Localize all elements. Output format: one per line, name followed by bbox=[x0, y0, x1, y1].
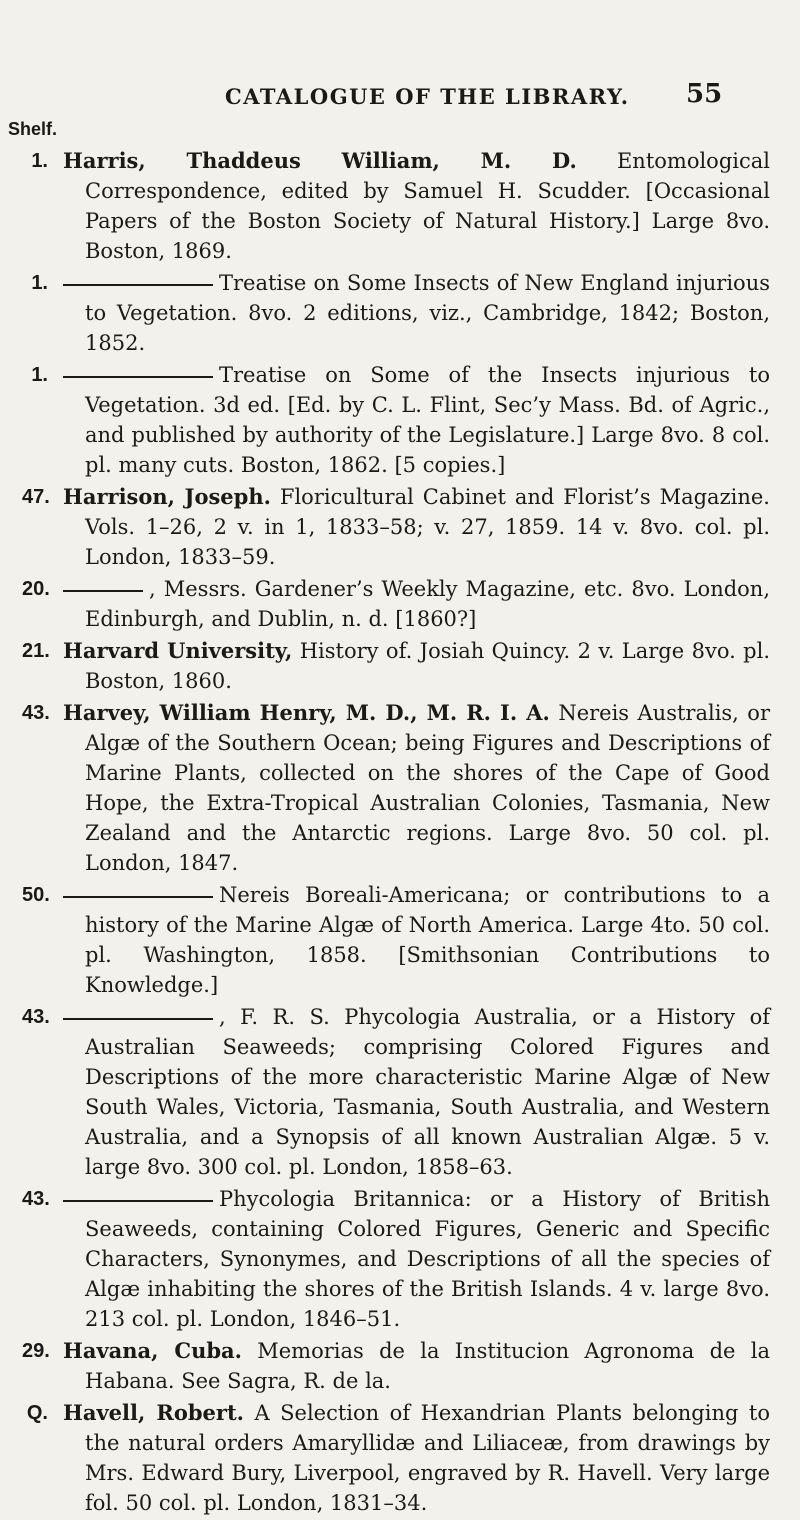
ditto-rule bbox=[63, 284, 213, 286]
catalogue-entry bbox=[0, 146, 800, 266]
catalogue-entry bbox=[0, 1398, 800, 1518]
shelf-number: 43. bbox=[22, 1006, 50, 1028]
shelf-number: 50. bbox=[22, 884, 50, 906]
entry-list bbox=[0, 146, 800, 1520]
ditto-rule bbox=[63, 590, 143, 592]
shelf-number: 1. bbox=[31, 150, 48, 172]
shelf-number: 47. bbox=[22, 486, 50, 508]
author-name: Harvard University, bbox=[63, 638, 293, 663]
shelf-number: 43. bbox=[22, 1188, 50, 1210]
ditto-rule bbox=[63, 376, 213, 378]
author-name: Havana, Cuba. bbox=[63, 1338, 242, 1363]
entry-text: Treatise on Some of the Insects injurious to Vegetation. 3d ed. [Ed. by C. L. Flint, Sec’y Mass. Bd. of Agric., and published by authority of the Legislature.] Large 8vo. 8 col. pl. many cuts. Boston, 1862. [5 copies.] bbox=[85, 363, 770, 477]
catalogue-entry bbox=[0, 636, 800, 696]
catalogue-entry bbox=[0, 1002, 800, 1182]
shelf-number: 1. bbox=[31, 272, 48, 294]
catalogue-entry bbox=[0, 360, 800, 480]
shelf-column-label: Shelf. bbox=[8, 119, 58, 139]
entry-text: Nereis Boreali-Americana; or contributions to a history of the Marine Algæ of North America. Large 4to. 50 col. pl. Washington, 1858. [Smithsonian Contributions to Knowledge.] bbox=[85, 883, 770, 997]
entry-text: Floricultural Cabinet and Florist’s Magazine. Vols. 1–26, 2 v. in 1, 1833–58; v. 27, 1859. 14 v. 8vo. col. pl. London, 1833–59. bbox=[85, 485, 770, 569]
entry-text: A Selection of Hexandrian Plants belonging to the natural orders Amaryllidæ and Liliaceæ, from drawings by Mrs. Edward Bury, Liverpool, engraved by R. Havell. Very large fol. 50 col. pl. London, 1831–34. bbox=[85, 1401, 770, 1515]
entry-text: Memorias de la Institucion Agronoma de la Habana. See Sagra, R. de la. bbox=[85, 1339, 770, 1393]
entry-text: , F. R. S. Phycologia Australia, or a History of Australian Seaweeds; comprising Colored Figures and Descriptions of the more characteristic Marine Algæ of New South Wales, Victoria, Tasmania, South Australia, and Western Australia, and a Synopsis of all known Australian Algæ. 5 v. large 8vo. 300 col. pl. London, 1858–63. bbox=[85, 1005, 770, 1179]
author-name: Harris, Thaddeus William, M. D. bbox=[63, 148, 577, 173]
entry-text: Nereis Australis, or Algæ of the Southern Ocean; being Figures and Descriptions of Marine Plants, collected on the shores of the Cape of Good Hope, the Extra-Tropical Australian Colonies, Tasmania, New Zealand and the Antarctic regions. Large 8vo. 50 col. pl. London, 1847. bbox=[85, 701, 770, 875]
shelf-number: 1. bbox=[31, 364, 48, 386]
running-head bbox=[0, 79, 800, 114]
entry-text: Phycologia Britannica: or a History of British Seaweeds, containing Colored Figures, Generic and Specific Characters, Synonymes, and Descriptions of all the species of Algæ inhabiting the shores of the British Islands. 4 v. large 8vo. 213 col. pl. London, 1846–51. bbox=[85, 1187, 770, 1331]
entry-text: , Messrs. Gardener’s Weekly Magazine, etc. 8vo. London, Edinburgh, and Dublin, n. d. [1860?] bbox=[85, 577, 770, 631]
catalogue-entry bbox=[0, 1336, 800, 1396]
ditto-rule bbox=[63, 1200, 213, 1202]
shelf-number: 20. bbox=[22, 578, 50, 600]
entry-text: Entomological Correspondence, edited by Samuel H. Scudder. [Occasional Papers of the Boston Society of Natural History.] Large 8vo. Boston, 1869. bbox=[85, 149, 770, 263]
author-name: Harrison, Joseph. bbox=[63, 484, 271, 509]
author-name: Havell, Robert. bbox=[63, 1400, 244, 1425]
author-name: Harvey, William Henry, M. D., M. R. I. A. bbox=[63, 700, 550, 725]
catalogue-entry bbox=[0, 574, 800, 634]
ditto-rule bbox=[63, 896, 213, 898]
shelf-number: 29. bbox=[22, 1340, 50, 1362]
entry-text: History of. Josiah Quincy. 2 v. Large 8vo. pl. Boston, 1860. bbox=[85, 639, 771, 693]
running-title: CATALOGUE OF THE LIBRARY. bbox=[225, 84, 630, 109]
shelf-number: 21. bbox=[22, 640, 50, 662]
shelf-number: 43. bbox=[22, 702, 50, 724]
ditto-rule bbox=[63, 1018, 213, 1020]
catalogue-entry bbox=[0, 482, 800, 572]
entry-text: Treatise on Some Insects of New England injurious to Vegetation. 8vo. 2 editions, viz., Cambridge, 1842; Boston, 1852. bbox=[85, 271, 770, 355]
catalogue-entry bbox=[0, 1184, 800, 1334]
catalogue-entry bbox=[0, 268, 800, 358]
shelf-number: Q. bbox=[26, 1402, 48, 1424]
catalogue-entry bbox=[0, 880, 800, 1000]
page-number: 55 bbox=[686, 79, 723, 109]
catalogue-entry bbox=[0, 698, 800, 878]
